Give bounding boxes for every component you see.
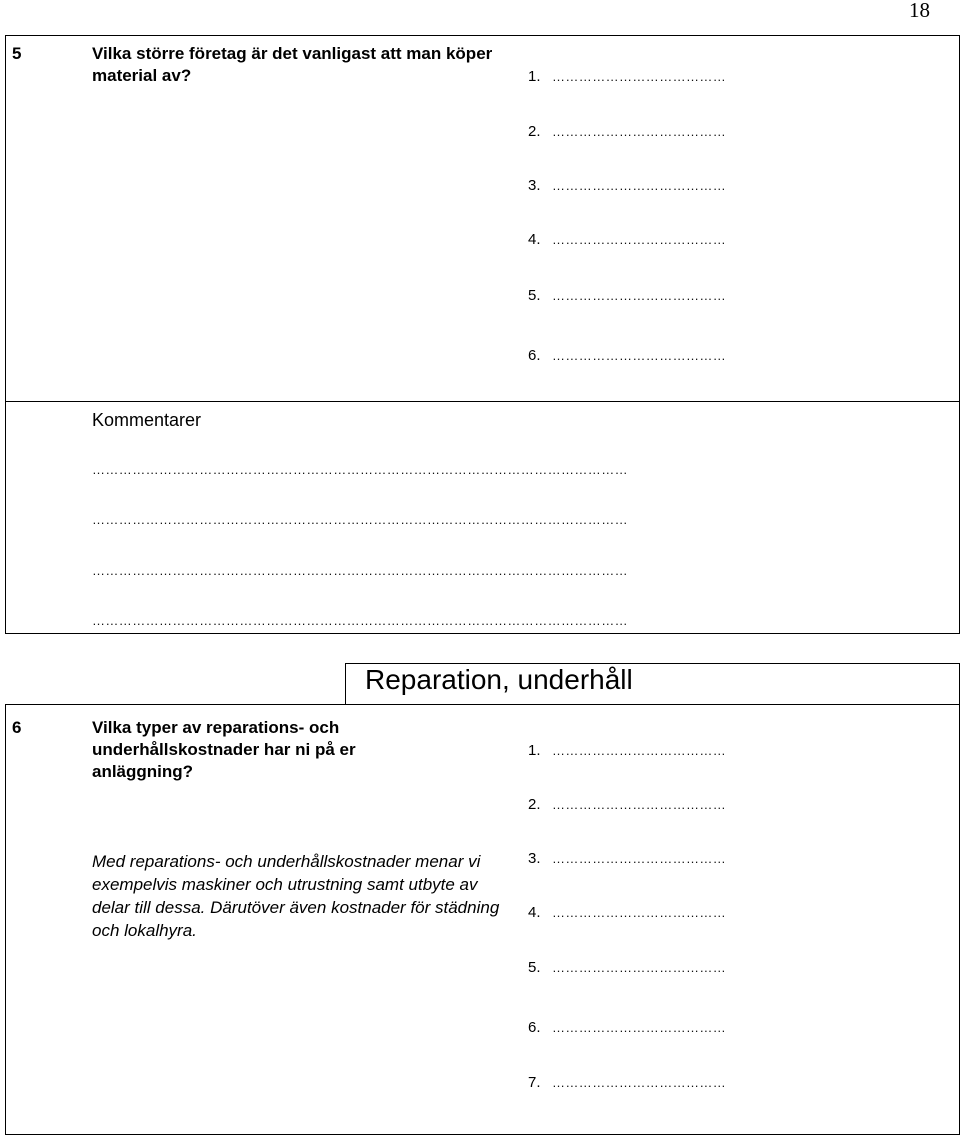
comments-label: Kommentarer	[92, 410, 202, 430]
answer-label: 3.	[528, 850, 541, 867]
answer-label: 2.	[528, 123, 541, 140]
page-number: 18	[909, 0, 930, 22]
answer-dots: …………………………………	[552, 743, 727, 758]
answer-label: 7.	[528, 1074, 541, 1091]
answer-label: 4.	[528, 231, 541, 248]
answer-dots: …………………………………	[552, 905, 727, 920]
q6-answer-1[interactable]	[528, 742, 726, 759]
answer-label: 5.	[528, 959, 541, 976]
q6-answer-7[interactable]	[528, 1074, 726, 1091]
answer-dots: …………………………………	[552, 178, 727, 193]
question-5-text: Vilka större företag är det vanligast att man köper material av?	[92, 44, 493, 85]
answer-label: 1.	[528, 742, 541, 759]
q5-answer-5[interactable]	[528, 287, 726, 304]
answer-label: 2.	[528, 796, 541, 813]
q6-answer-3[interactable]	[528, 850, 726, 867]
answer-dots: …………………………………	[552, 124, 727, 139]
answer-dots: …………………………………	[552, 288, 727, 303]
question-6-number: 6	[12, 718, 22, 737]
answer-label: 5.	[528, 287, 541, 304]
q5-answer-1[interactable]	[528, 68, 726, 85]
q6-answer-2[interactable]	[528, 796, 726, 813]
question-6-note: Med reparations- och underhållskostnader menar vi exempelvis maskiner och utrustning samt utbyte av delar till dessa. Därutöver även kostnader för städning och lokalhyra.	[92, 852, 500, 940]
answer-label: 6.	[528, 1019, 541, 1036]
answer-dots: …………………………………	[552, 232, 727, 247]
comment-line-4[interactable]: …………………………………………………………………………………………………………	[92, 613, 628, 628]
q5-answer-6[interactable]	[528, 347, 726, 364]
answer-dots: …………………………………	[552, 1075, 727, 1090]
comment-line-2[interactable]: …………………………………………………………………………………………………………	[92, 512, 628, 527]
question-5-box	[5, 35, 960, 402]
answer-dots: …………………………………	[552, 69, 727, 84]
comment-line-3[interactable]: …………………………………………………………………………………………………………	[92, 563, 628, 578]
q5-answer-2[interactable]	[528, 123, 726, 140]
q6-answer-4[interactable]	[528, 904, 726, 921]
comment-line-1[interactable]: …………………………………………………………………………………………………………	[92, 462, 628, 477]
question-6-text: Vilka typer av reparations- och underhållskostnader har ni på er anläggning?	[92, 718, 356, 781]
answer-label: 3.	[528, 177, 541, 194]
answer-label: 4.	[528, 904, 541, 921]
answer-label: 6.	[528, 347, 541, 364]
q5-answer-4[interactable]	[528, 231, 726, 248]
q5-answer-3[interactable]	[528, 177, 726, 194]
answer-dots: …………………………………	[552, 348, 727, 363]
answer-dots: …………………………………	[552, 797, 727, 812]
question-5-number: 5	[12, 44, 22, 63]
section-title: Reparation, underhåll	[365, 664, 633, 695]
answer-dots: …………………………………	[552, 851, 727, 866]
answer-label: 1.	[528, 68, 541, 85]
q6-answer-6[interactable]	[528, 1019, 726, 1036]
q6-answer-5[interactable]	[528, 959, 726, 976]
answer-dots: …………………………………	[552, 1020, 727, 1035]
answer-dots: …………………………………	[552, 960, 727, 975]
